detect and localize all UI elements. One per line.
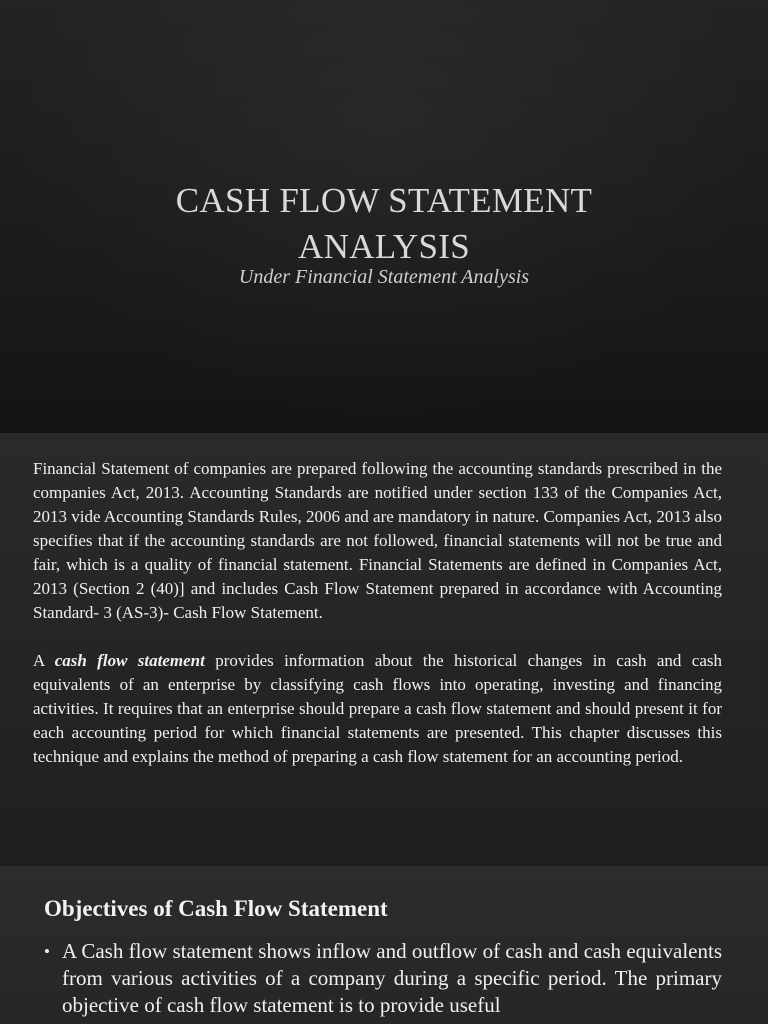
list-item <box>44 938 722 1019</box>
slide-title <box>0 178 768 270</box>
objectives-heading: Objectives of Cash Flow Statement <box>44 896 388 921</box>
title-slide <box>0 0 768 433</box>
cash-flow-statement-term: cash flow statement <box>54 651 205 670</box>
intro-paragraph-1: Financial Statement of companies are prepared following the accounting standards prescribed in the companies Act, 2013. Accounting Standards are notified under section 133 of the Companies Act, 2013 vide Accounting Standards Rules, 2006 and are mandatory in nature. Companies Act, 2013 also specifies that if the accounting standards are not followed, financial statements will not be true and fair, which is a quality of financial statement. Financial Statements are defined in Companies Act, 2013 (Section 2 (40)] and includes Cash Flow Statement prepared in accordance with Accounting Standard- 3 (AS-3)- Cash Flow Statement. <box>33 459 722 622</box>
intro-slide <box>0 433 768 866</box>
title-line-1: CASH FLOW STATEMENT <box>175 181 593 220</box>
objectives-slide <box>0 866 768 1024</box>
paragraph-2-prefix: A <box>33 651 55 670</box>
bullet-text: A Cash flow statement shows inflow and outflow of cash and cash equivalents from various activities of a company during a specific period. The primary objective of cash flow statement is to provide useful <box>62 939 722 1017</box>
slide-subtitle: Under Financial Statement Analysis <box>238 266 530 288</box>
objectives-bullet-list <box>44 938 722 1019</box>
intro-paragraph-2 <box>33 649 722 769</box>
title-line-2: ANALYSIS <box>298 227 470 266</box>
paragraph-2-body: provides information about the historical changes in cash and cash equivalents of an enterprise by classifying cash flows into operating, investing and financing activities. It requires that an enterprise should prepare a cash flow statement and should present it for each accounting period for which financial statements are presented. This chapter discusses this technique and explains the method of preparing a cash flow statement for an accounting period. <box>33 651 722 766</box>
bullet-icon: • <box>44 942 50 961</box>
